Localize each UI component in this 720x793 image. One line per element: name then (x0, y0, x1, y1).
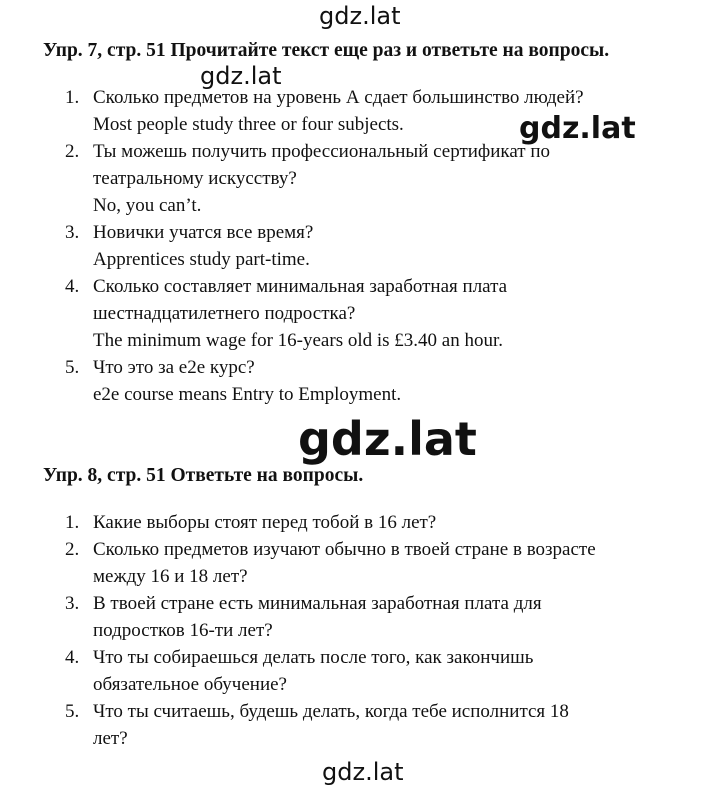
list-item-text: шестнадцатилетнего подростка? (93, 303, 356, 324)
watermark-center: gdz.lat (298, 412, 477, 466)
list-item-text: Что это за e2e курс? (93, 357, 255, 378)
list-item-text: Most people study three or four subjects. (93, 114, 404, 135)
list-item-number: 5. (65, 357, 80, 378)
list-item-number: 5. (65, 701, 80, 722)
list-item (65, 84, 705, 138)
list-item-number: 2. (65, 141, 80, 162)
list-item-text: Ты можешь получить профессиональный сертификат по (93, 141, 551, 162)
list-item (65, 698, 705, 752)
list-item-text: Сколько предметов изучают обычно в твоей стране в возрасте (93, 539, 596, 560)
list-item (65, 354, 705, 408)
list-item-number: 1. (65, 87, 80, 108)
list-item-number: 3. (65, 593, 80, 614)
list-item-number: 2. (65, 539, 80, 560)
list-item-text: театральному искусству? (93, 168, 297, 189)
list-item-text: e2e course means Entry to Employment. (93, 384, 402, 405)
list-item-number: 3. (65, 222, 80, 243)
exercise-8-list (65, 509, 705, 752)
exercise-7-heading: Упр. 7, стр. 51 Прочитайте текст еще раз и ответьте на вопросы. (43, 40, 610, 61)
list-item-text: лет? (93, 728, 128, 749)
list-item (65, 509, 705, 536)
list-item (65, 273, 705, 354)
list-item-text: Что ты собираешься делать после того, как закончишь (93, 647, 534, 668)
list-item-text: No, you can’t. (93, 195, 202, 216)
watermark-right: gdz.lat (519, 111, 636, 146)
list-item-text: Какие выборы стоят перед тобой в 16 лет? (93, 512, 437, 533)
list-item-text: обязательное обучение? (93, 674, 287, 695)
list-item (65, 536, 705, 590)
list-item-text: Сколько составляет минимальная заработная плата (93, 276, 508, 297)
watermark-top: gdz.lat (319, 2, 401, 30)
list-item (65, 219, 705, 273)
list-item-number: 1. (65, 512, 80, 533)
list-item-text: В твоей стране есть минимальная заработная плата для (93, 593, 542, 614)
watermark-bottom: gdz.lat (322, 758, 404, 786)
exercise-7-list (65, 84, 705, 408)
list-item (65, 590, 705, 644)
list-item-text: Apprentices study part-time. (93, 249, 310, 270)
list-item (65, 138, 705, 219)
list-item-text: между 16 и 18 лет? (93, 566, 248, 587)
exercise-8-heading: Упр. 8, стр. 51 Ответьте на вопросы. (43, 465, 364, 486)
list-item-number: 4. (65, 276, 80, 297)
list-item-number: 4. (65, 647, 80, 668)
watermark-upper-left: gdz.lat (200, 62, 282, 90)
list-item-text: Новички учатся все время? (93, 222, 314, 243)
list-item-text: The minimum wage for 16-years old is £3.40 an hour. (93, 330, 504, 351)
list-item (65, 644, 705, 698)
list-item-text: Что ты считаешь, будешь делать, когда тебе исполнится 18 (93, 701, 569, 722)
list-item-text: Сколько предметов на уровень А сдает большинство людей? (93, 87, 584, 108)
list-item-text: подростков 16-ти лет? (93, 620, 273, 641)
